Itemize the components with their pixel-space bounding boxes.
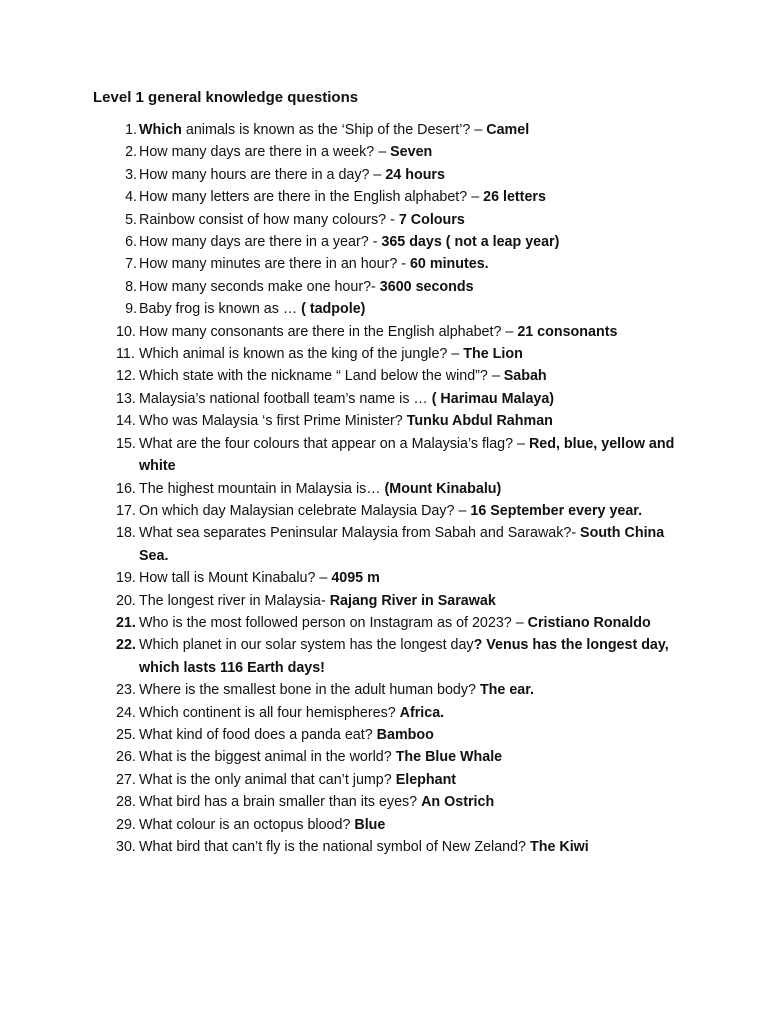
answer-text: 3600 seconds	[379, 278, 474, 295]
list-item	[125, 276, 679, 298]
question-number: 3.	[125, 166, 137, 183]
question-text: Where is the smallest bone in the adult human body?	[139, 682, 480, 699]
question-text: How many days are there in a week? –	[139, 144, 391, 161]
list-item	[125, 231, 679, 253]
answer-text: South China Sea.	[139, 525, 665, 564]
list-item	[116, 522, 679, 567]
answer-text: Sabah	[503, 368, 547, 385]
answer-text: The Lion	[463, 346, 523, 363]
question-number: 18.	[116, 525, 136, 542]
question-text: On which day Malaysian celebrate Malaysia Day? –	[139, 502, 471, 519]
question-text: What is the only animal that can’t jump?	[139, 771, 396, 788]
list-item	[116, 478, 679, 500]
question-number: 9.	[125, 301, 137, 318]
list-item	[116, 612, 679, 634]
question-number: 14.	[116, 413, 136, 430]
list-item	[116, 590, 679, 612]
list-item	[125, 298, 679, 320]
question-text: How many letters are there in the English alphabet? –	[139, 189, 484, 206]
answer-text: 7 Colours	[398, 211, 465, 228]
question-number: 30.	[116, 839, 136, 855]
question-text: What kind of food does a panda eat?	[139, 726, 377, 743]
question-number: 13.	[116, 390, 136, 407]
question-number: 19.	[116, 570, 136, 587]
list-item	[125, 119, 679, 141]
answer-text: Africa.	[399, 704, 445, 721]
answer-text: Seven	[390, 144, 433, 161]
question-text: Which animal is known as the king of the jungle? –	[139, 346, 464, 363]
question-text: How many seconds make one hour?-	[139, 278, 380, 295]
question-number: 6.	[125, 234, 137, 251]
list-item	[116, 500, 679, 522]
answer-text: Bamboo	[376, 726, 434, 743]
answer-text: Cristiano Ronaldo	[527, 614, 651, 631]
question-number: 11.	[116, 346, 135, 363]
question-text: What colour is an octopus blood?	[139, 816, 355, 833]
question-number: 27.	[116, 771, 136, 788]
answer-text: 16 September every year.	[470, 502, 643, 519]
list-item	[125, 209, 679, 231]
list-item	[116, 769, 679, 791]
answer-text: 60 minutes.	[409, 256, 489, 273]
question-number: 29.	[116, 816, 136, 833]
answer-text: Camel	[486, 122, 530, 138]
list-item	[116, 343, 679, 365]
answer-text: The Blue Whale	[395, 749, 503, 766]
question-number: 12.	[116, 368, 136, 385]
answer-text: ( Harimau Malaya)	[431, 390, 555, 407]
question-text: What is the biggest animal in the world?	[139, 749, 396, 766]
question-number: 28.	[116, 794, 136, 811]
question-number: 5.	[125, 211, 137, 228]
question-number: 7.	[125, 256, 137, 273]
list-item	[116, 746, 679, 768]
answer-text: 4095 m	[331, 570, 380, 587]
list-item	[116, 791, 679, 813]
question-number: 17.	[116, 502, 136, 519]
list-item	[116, 702, 679, 724]
answer-text: Elephant	[395, 771, 457, 788]
question-text: The longest river in Malaysia-	[139, 592, 330, 609]
answer-text: ( tadpole)	[301, 301, 366, 318]
answer-text: Rajang River in Sarawak	[329, 592, 496, 609]
question-number: 8.	[125, 278, 137, 295]
question-text: The highest mountain in Malaysia is…	[139, 480, 385, 497]
question-number: 21.	[116, 614, 136, 631]
list-item	[116, 321, 679, 343]
question-text: How many hours are there in a day? –	[139, 166, 386, 183]
question-number: 20.	[116, 592, 136, 609]
question-text: What are the four colours that appear on a Malaysia’s flag? –	[139, 435, 529, 452]
answer-text: The Kiwi	[529, 839, 589, 855]
question-number: 1.	[125, 122, 137, 138]
answer-text: Blue	[354, 816, 386, 833]
question-text: What bird has a brain smaller than its eyes?	[139, 794, 422, 811]
question-text: Rainbow consist of how many colours? -	[139, 211, 399, 228]
question-text: How many days are there in a year? -	[139, 234, 382, 251]
question-text: animals is known as the ‘Ship of the Desert’? –	[181, 122, 487, 138]
list-item	[116, 634, 679, 679]
question-number: 23.	[116, 682, 136, 699]
question-text: What sea separates Peninsular Malaysia from Sabah and Sarawak?-	[139, 525, 581, 542]
list-item	[116, 433, 679, 478]
list-item	[125, 164, 679, 186]
answer-text: (Mount Kinabalu)	[384, 480, 502, 497]
question-text: Who is the most followed person on Instagram as of 2023? –	[139, 614, 528, 631]
list-item	[116, 388, 679, 410]
question-number: 10.	[116, 323, 136, 340]
question-text: Which state with the nickname “ Land below the wind”? –	[139, 368, 504, 385]
list-item	[125, 253, 679, 275]
question-text: Baby frog is known as …	[139, 301, 302, 318]
answer-text: 21 consonants	[517, 323, 618, 340]
list-item	[116, 410, 679, 432]
answer-text: 24 hours	[385, 166, 445, 183]
question-number: 25.	[116, 726, 136, 743]
page-title: Level 1 general knowledge questions	[93, 89, 359, 106]
list-item	[116, 365, 679, 387]
question-text: How many minutes are there in an hour? -	[139, 256, 410, 273]
answer-text: 365 days ( not a leap year)	[381, 234, 560, 251]
question-text: Who was Malaysia ‘s first Prime Minister?	[139, 413, 407, 430]
answer-text: Tunku Abdul Rahman	[406, 413, 553, 430]
question-number: 16.	[116, 480, 136, 497]
question-number: 4.	[125, 189, 137, 206]
question-number: 2.	[125, 144, 137, 161]
list-item	[125, 186, 679, 208]
list-item	[116, 679, 679, 701]
question-number: 24.	[116, 704, 136, 721]
list-item	[116, 567, 679, 589]
answer-text: 26 letters	[483, 189, 546, 206]
list-item	[116, 814, 679, 836]
question-number: 26.	[116, 749, 136, 766]
question-text: Which continent is all four hemispheres?	[139, 704, 400, 721]
answer-text: Red, blue, yellow and white	[139, 435, 675, 475]
question-text: How many consonants are there in the English alphabet? –	[139, 323, 518, 340]
question-number: 15.	[116, 435, 136, 452]
question-text: Malaysia’s national football team’s name is …	[139, 390, 432, 407]
list-item	[125, 141, 679, 163]
answer-text: ? Venus has the longest day, which lasts 116 Earth days!	[139, 637, 669, 676]
question-text: What bird that can’t fly is the national symbol of New Zeland?	[139, 839, 530, 855]
question-list	[116, 119, 679, 858]
question-text: How tall is Mount Kinabalu? –	[139, 570, 332, 587]
answer-text: An Ostrich	[421, 794, 495, 811]
list-item	[116, 724, 679, 746]
question-number: 22.	[116, 637, 136, 654]
question-lead: Which	[139, 122, 182, 138]
answer-text: The ear.	[479, 682, 534, 699]
list-item	[116, 836, 679, 858]
question-text: Which planet in our solar system has the longest day	[139, 637, 474, 654]
